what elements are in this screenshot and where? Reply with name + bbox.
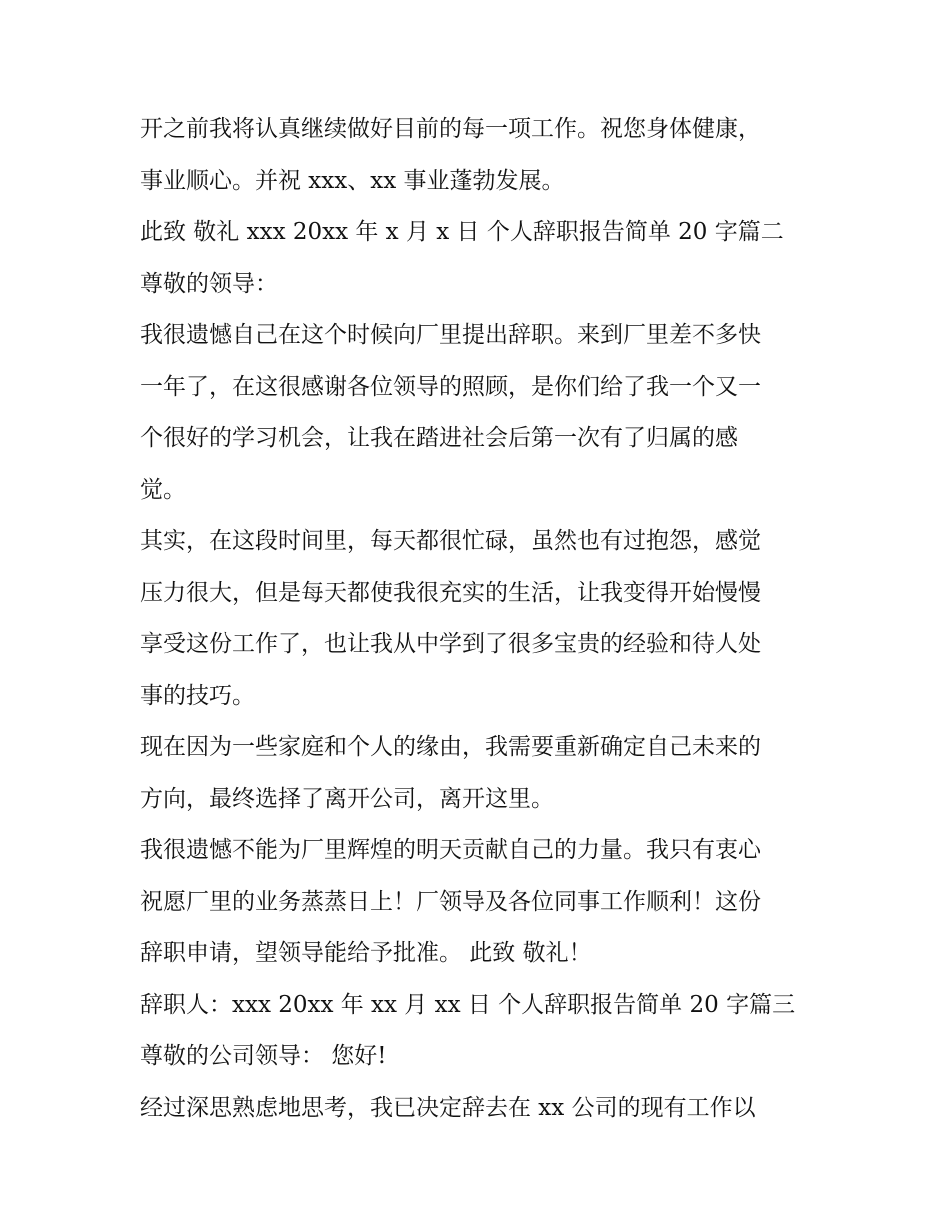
text-line: 一年了，在这很感谢各位领导的照顾，是你们给了我一个又一 (140, 373, 761, 400)
text-line: 经过深思熟虑地思考，我已决定辞去在 xx 公司的现有工作以 (140, 1094, 756, 1121)
text-line: 现在因为一些家庭和个人的缘由，我需要重新确定自己未来的 (140, 734, 761, 760)
text-line: 尊敬的公司领导： 您好! (140, 1043, 387, 1069)
text-line: 觉。 (140, 476, 186, 503)
text-line: 开之前我将认真继续做好目前的每一项工作。祝您身体健康， (140, 116, 761, 142)
text-line: 辞职人：xxx 20xx 年 xx 月 xx 日 个人辞职报告简单 20 字篇三 (140, 991, 796, 1018)
text-line: 我很遗憾自己在这个时候向厂里提出辞职。来到厂里差不多快 (140, 322, 761, 348)
text-line: 此致 敬礼 xxx 20xx 年 x 月 x 日 个人辞职报告简单 20 字篇二 (140, 219, 784, 245)
text-line: 其实，在这段时间里，每天都很忙碌，虽然也有过抱怨，感觉 (140, 528, 761, 554)
text-line: 我很遗憾不能为厂里辉煌的明天贡献自己的力量。我只有衷心 (140, 837, 761, 863)
text-line: 祝愿厂里的业务蒸蒸日上！厂领导及各位同事工作顺利！这份 (140, 888, 761, 915)
text-line: 事的技巧。 (140, 682, 255, 709)
text-line: 享受这份工作了，也让我从中学到了很多宝贵的经验和待人处 (140, 631, 761, 657)
text-line: 个很好的学习机会，让我在踏进社会后第一次有了归属的感 (140, 425, 738, 451)
document-body (140, 104, 830, 1134)
text-line: 事业顺心。并祝 xxx、xx 事业蓬勃发展。 (140, 167, 565, 194)
text-line: 方向，最终选择了离开公司，离开这里。 (140, 785, 554, 812)
text-line: 辞职申请，望领导能给予批准。 此致 敬礼！ (140, 940, 592, 966)
text-line: 尊敬的领导： (140, 270, 278, 297)
text-line: 压力很大，但是每天都使我很充实的生活，让我变得开始慢慢 (140, 579, 761, 606)
